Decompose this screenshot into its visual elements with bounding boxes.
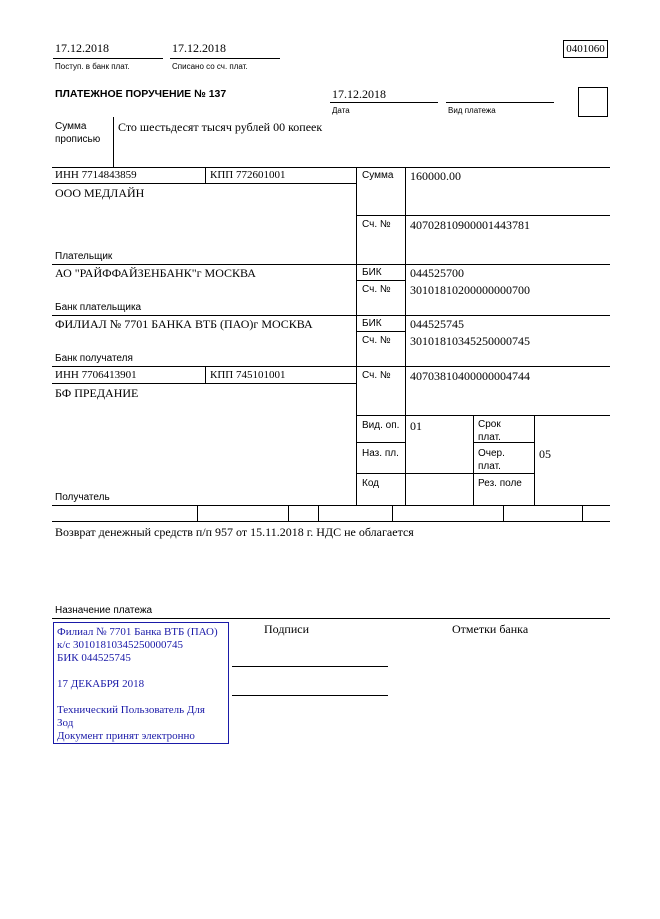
- grid-line: [205, 167, 206, 183]
- bank-marks-label: Отметки банка: [452, 622, 529, 636]
- vid-op-label: Вид. оп.: [362, 420, 400, 431]
- stamp-line: Документ принят электронно: [57, 730, 195, 742]
- debited-date-underline: [170, 58, 280, 59]
- amount-label: Сумма: [362, 170, 394, 181]
- order-date: 17.12.2018: [332, 87, 386, 101]
- payer-bank-label: Банк плательщика: [55, 302, 142, 313]
- payer-name: ООО МЕДЛАЙН: [55, 186, 145, 200]
- grid-line: [52, 505, 610, 506]
- grid-line: [356, 331, 405, 332]
- grid-line: [503, 505, 504, 521]
- grid-line: [356, 415, 610, 416]
- grid-line: [356, 167, 357, 505]
- grid-line: [356, 442, 405, 443]
- form-code: 0401060: [566, 43, 605, 55]
- ocher-label-1: Очер.: [478, 448, 505, 459]
- payer-bank-bik: 044525700: [410, 266, 464, 280]
- grid-line: [356, 215, 610, 216]
- grid-line: [534, 415, 535, 505]
- order-title: ПЛАТЕЖНОЕ ПОРУЧЕНИЕ № 137: [55, 88, 227, 100]
- payer-bank-account-label: Сч. №: [362, 284, 391, 295]
- purpose-text: Возврат денежный средств п/п 957 от 15.11.2018 г. НДС не облагается: [55, 525, 414, 539]
- payer-inn: ИНН 7714843859: [55, 169, 137, 181]
- purpose-label: Назначение платежа: [55, 605, 153, 616]
- recipient-bank-label: Банк получателя: [55, 353, 133, 364]
- srok-label-1: Срок: [478, 419, 501, 430]
- recipient-inn: ИНН 7706413901: [55, 369, 137, 381]
- payer-account-label: Сч. №: [362, 219, 391, 230]
- signature-line-2: [232, 695, 388, 696]
- recipient-bank-bik: 044525745: [410, 317, 464, 331]
- stamp-line: 17 ДЕКАБРЯ 2018: [57, 678, 145, 690]
- grid-line: [52, 167, 610, 168]
- amount-words-label-1: Сумма: [55, 121, 87, 132]
- recipient-kpp: КПП 745101001: [210, 369, 286, 381]
- order-date-label: Дата: [332, 106, 350, 115]
- debited-date-label: Списано со сч. плат.: [172, 62, 248, 71]
- payer-kpp: КПП 772601001: [210, 169, 286, 181]
- recipient-name: БФ ПРЕДАНИЕ: [55, 386, 139, 400]
- grid-line: [318, 505, 319, 521]
- recipient-bank-name: ФИЛИАЛ № 7701 БАНКА ВТБ (ПАО)г МОСКВА: [55, 317, 313, 331]
- payer-account: 40702810900001443781: [410, 218, 530, 232]
- grid-line: [205, 366, 206, 383]
- bank-stamp: [53, 622, 229, 744]
- order-date-underline: [330, 102, 438, 103]
- recipient-label: Получатель: [55, 492, 110, 503]
- grid-line: [52, 183, 356, 184]
- amount-words-divider: [113, 117, 114, 167]
- recipient-bank-bik-label: БИК: [362, 318, 382, 329]
- payer-label: Плательщик: [55, 251, 113, 262]
- payer-bank-bik-label: БИК: [362, 267, 382, 278]
- grid-line: [52, 315, 610, 316]
- amount-words-label-2: прописью: [55, 134, 101, 145]
- naz-pl-label: Наз. пл.: [362, 448, 399, 459]
- kod-label: Код: [362, 478, 380, 489]
- received-date: 17.12.2018: [55, 41, 109, 55]
- stamp-line: Филиал № 7701 Банка ВТБ (ПАО): [57, 626, 218, 638]
- grid-line: [392, 505, 393, 521]
- grid-line: [52, 264, 610, 265]
- received-date-underline: [53, 58, 163, 59]
- srok-label-2: плат.: [478, 432, 501, 443]
- status-box: [578, 87, 608, 117]
- amount-value: 160000.00: [410, 169, 461, 183]
- recipient-bank-account: 30101810345250000745: [410, 334, 530, 348]
- grid-line: [473, 415, 474, 505]
- stamp-line: БИК 044525745: [57, 652, 131, 664]
- payer-bank-name: АО "РАЙФФАЙЗЕНБАНК"г МОСКВА: [55, 266, 256, 280]
- vid-op-value: 01: [410, 419, 422, 433]
- debited-date: 17.12.2018: [172, 41, 226, 55]
- recipient-bank-account-label: Сч. №: [362, 335, 391, 346]
- stamp-line: к/с 30101810345250000745: [57, 639, 184, 651]
- ocher-value: 05: [539, 447, 551, 461]
- grid-line: [197, 505, 198, 521]
- recipient-account: 40703810400000004744: [410, 369, 530, 383]
- stamp-line: Зод: [57, 717, 74, 729]
- grid-line: [405, 167, 406, 505]
- amount-words-value: Сто шестьдесят тысяч рублей 00 копеек: [118, 120, 323, 134]
- grid-line: [52, 366, 610, 367]
- grid-line: [356, 280, 405, 281]
- payment-type-label: Вид платежа: [448, 106, 496, 115]
- received-date-label: Поступ. в банк плат.: [55, 62, 130, 71]
- grid-line: [356, 473, 535, 474]
- payment-type-underline: [446, 102, 554, 103]
- purpose-underline: [52, 618, 610, 619]
- stamp-line: Технический Пользователь Для: [57, 704, 205, 716]
- signature-line-1: [232, 666, 388, 667]
- recipient-account-label: Сч. №: [362, 370, 391, 381]
- grid-line: [52, 521, 610, 522]
- grid-line: [582, 505, 583, 521]
- signatures-label: Подписи: [264, 622, 310, 636]
- grid-line: [52, 383, 356, 384]
- grid-line: [288, 505, 289, 521]
- form-code-box: [563, 40, 608, 58]
- payer-bank-account: 30101810200000000700: [410, 283, 530, 297]
- ocher-label-2: плат.: [478, 461, 501, 472]
- rez-pole-label: Рез. поле: [478, 478, 522, 489]
